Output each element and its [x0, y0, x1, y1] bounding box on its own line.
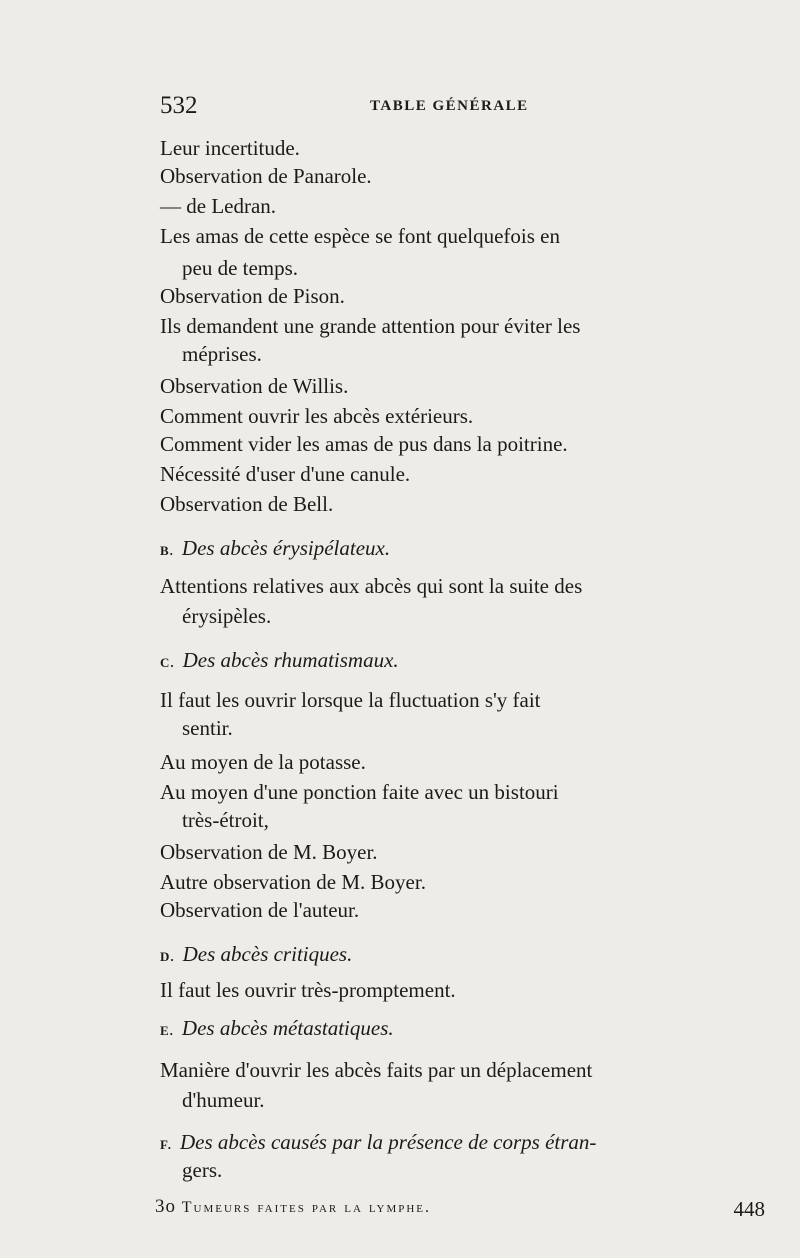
entry-text: Leur incertitude.	[160, 136, 300, 160]
entry-text: gers.	[182, 1158, 223, 1182]
entry-text: Comment vider les amas de pus dans la poitrine.	[160, 432, 568, 456]
entry-text: Au moyen de la potasse.	[160, 750, 366, 774]
entry-text: Autre observation de M. Boyer.	[160, 870, 426, 894]
section-title: Des abcès érysipélateux.	[181, 536, 391, 560]
entry-text: Nécessité d'user d'une canule.	[160, 462, 411, 486]
entry-text: Observation de Panarole.	[160, 164, 372, 188]
footer-entry	[155, 1196, 431, 1218]
section-title: Des abcès critiques.	[182, 942, 353, 966]
entry-text: méprises.	[182, 342, 262, 366]
section-letter: E.	[160, 1023, 174, 1038]
section-title: Des abcès métastatiques.	[181, 1016, 394, 1040]
section-title: Des abcès causés par la présence de corps étran-	[180, 1130, 597, 1154]
section-letter: C.	[160, 655, 175, 670]
entry-text: Observation de Pison.	[160, 284, 345, 308]
entry-text: Au moyen d'une ponction faite avec un bistouri	[160, 780, 559, 804]
entry-text: Il faut les ouvrir très-promptement.	[160, 978, 456, 1002]
footer-title: Tumeurs faites par la lymphe.	[181, 1199, 432, 1216]
entry-text: sentir.	[182, 716, 233, 740]
entry-text: d'humeur.	[182, 1088, 265, 1112]
running-title: TABLE GÉNÉRALE	[370, 98, 529, 114]
entry-text: Ils demandent une grande attention pour éviter les	[160, 314, 581, 338]
section-letter: B.	[160, 543, 174, 558]
entry-text: peu de temps.	[182, 256, 299, 280]
entry-text: Attentions relatives aux abcès qui sont la suite des	[160, 574, 583, 598]
section-heading	[160, 944, 352, 965]
entry-text: Comment ouvrir les abcès extérieurs.	[160, 404, 474, 428]
entry-text: Observation de M. Boyer.	[160, 840, 378, 864]
entry-text: très-étroit,	[182, 808, 269, 832]
footer-number: 3o	[155, 1196, 176, 1217]
section-heading	[160, 1018, 394, 1039]
section-letter: D.	[160, 949, 175, 964]
entry-text: Observation de Bell.	[160, 492, 334, 516]
entry-text: érysipèles.	[182, 604, 272, 628]
footer-ref: 448	[733, 1197, 765, 1221]
entry-text: — de Ledran.	[160, 194, 277, 218]
section-heading	[160, 538, 390, 559]
entry-text: Les amas de cette espèce se font quelquefois en	[160, 224, 560, 248]
section-heading	[160, 1132, 596, 1153]
entry-text: Manière d'ouvrir les abcès faits par un déplacement	[160, 1058, 593, 1082]
entry-text: Il faut les ouvrir lorsque la fluctuation s'y fait	[160, 688, 541, 712]
entry-text: Observation de l'auteur.	[160, 898, 360, 922]
page-header	[160, 92, 770, 122]
section-heading	[160, 650, 399, 671]
section-title: Des abcès rhumatismaux.	[182, 648, 399, 672]
page-number: 532	[160, 92, 198, 119]
entry-text: Observation de Willis.	[160, 374, 349, 398]
section-letter: F.	[160, 1137, 172, 1152]
